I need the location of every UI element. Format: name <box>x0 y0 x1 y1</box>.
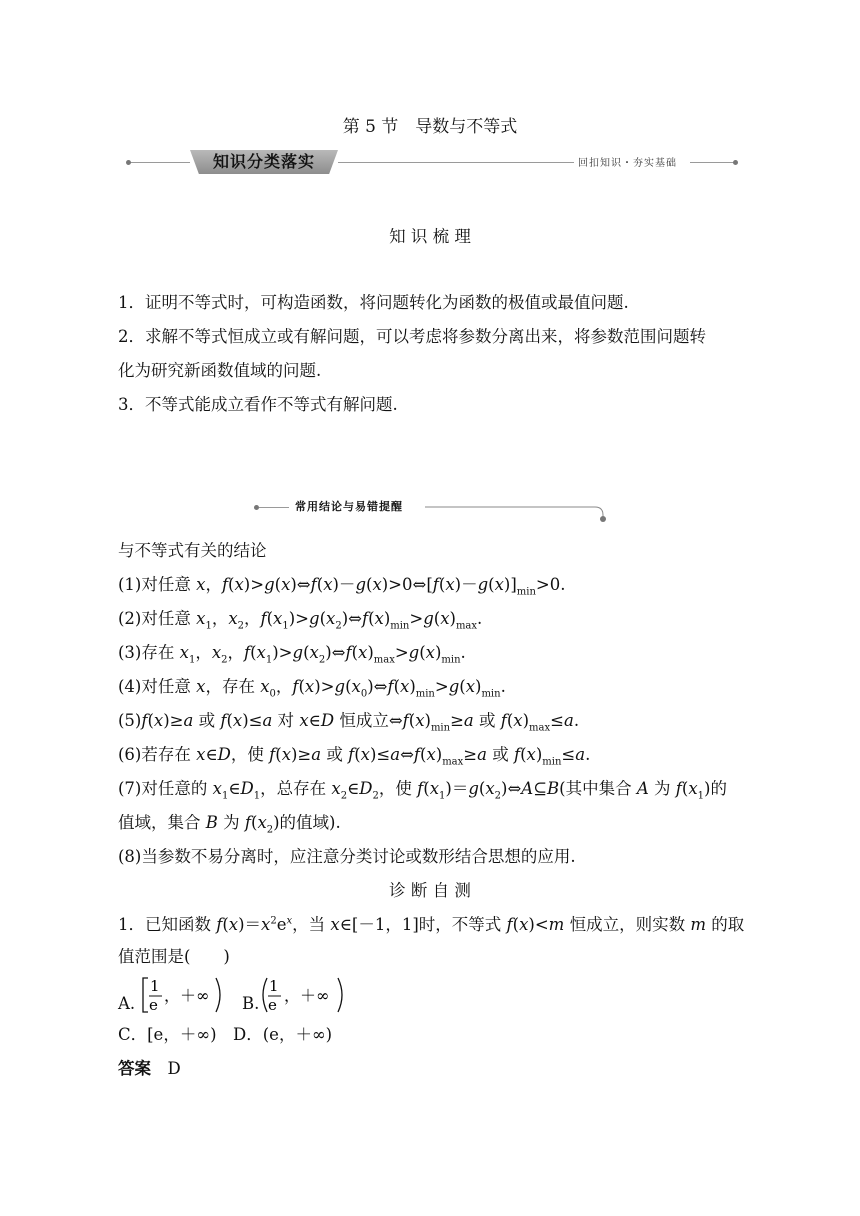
banner-rule-mid <box>338 162 574 163</box>
svg-text:1: 1 <box>150 977 160 995</box>
conclusion-item-1: (1)对任意 x，$f(x)>g(x)\Leftrightarrow f(x)-g(x)>0\Leftrightarrow[f(x)-g(x)]_{min}>0$. <box>118 575 566 598</box>
svg-text:，＋∞: ，＋∞ <box>164 986 210 1005</box>
section-heading-knowledge: 知 识 梳 理 <box>389 227 471 246</box>
conclusion-item-7b: 值域，集合 B 为 $f(x_2)$的值域). <box>118 813 341 836</box>
banner-dot-right <box>733 160 738 165</box>
options-cd: C．[e，＋∞) D．(e，＋∞) <box>118 1025 333 1044</box>
conclusion-item-3: (3)存在 $x_1$，$x_2$，$f(x_1)>g(x_2)\Leftrightarrow f(x)_{max}>g(x)_{min}$. <box>118 643 466 666</box>
options-ab <box>118 974 418 1016</box>
conclusion-item-7a: (7)对任意的 $x_1\in D_1$，总存在 $x_2\in D_2$，使 $f(x_1)=g(x_2)\Leftrightarrow A⊆B$(其中集合 A 为 $f(x_1)$的 <box>118 779 727 802</box>
conclusion-item-4: (4)对任意 x，存在 $x_0$，$f(x)>g(x_0)\Leftrightarrow f(x)_{min}>g(x)_{min}$. <box>118 677 506 700</box>
page-title: 第 5 节 导数与不等式 <box>342 117 518 137</box>
option-b-interval <box>258 976 348 1014</box>
paragraph-2b: 化为研究新函数值域的问题. <box>118 361 322 380</box>
option-b-label: B. <box>242 994 260 1013</box>
svg-text:e: e <box>268 996 277 1014</box>
answer-value: D <box>167 1059 181 1078</box>
conclusion-intro: 与不等式有关的结论 <box>118 541 267 560</box>
conclusion-item-6: (6)若存在 x∈D，使 f(x)≥a 或 $f(x)\le a\Leftrightarrow f(x)_{max}\ge a$ 或 $f(x)_{min}\le a$. <box>118 745 591 768</box>
question-1-line-1: 1．已知函数 $f(x)=x^2e^x$，当 x∈[－1，1]时，不等式 f(x)<m 恒成立，则实数 m 的取 <box>118 915 745 934</box>
svg-text:e: e <box>149 996 158 1014</box>
conclusion-item-2: (2)对任意 $x_1$，$x_2$，$f(x_1)>g(x_2)\Leftrightarrow f(x)_{min}>g(x)_{max}$. <box>118 609 483 632</box>
option-a-label: A. <box>118 994 136 1013</box>
option-a-interval <box>140 976 226 1014</box>
section-heading-selftest: 诊 断 自 测 <box>389 881 471 900</box>
banner-rule-left <box>130 162 190 163</box>
banner-left-label: 知识分类落实 <box>212 152 315 171</box>
conclusion-rule-left <box>259 507 289 508</box>
svg-text:，＋∞: ，＋∞ <box>284 986 330 1005</box>
paragraph-3: 3．不等式能成立看作不等式有解问题. <box>118 395 398 414</box>
question-1-line-2: 值范围是( ) <box>118 947 230 966</box>
answer-label: 答案 <box>118 1059 151 1078</box>
conclusion-heading: 常用结论与易错提醒 <box>295 500 403 513</box>
paragraph-2a: 2．求解不等式恒成立或有解问题，可以考虑将参数分离出来，将参数范围问题转 <box>118 327 706 346</box>
conclusion-rule-right <box>425 500 610 524</box>
banner-right-label: 回扣知识・夯实基础 <box>578 158 677 169</box>
paragraph-1: 1．证明不等式时，可构造函数，将问题转化为函数的极值或最值问题. <box>118 293 629 312</box>
conclusion-item-8: (8)当参数不易分离时，应注意分类讨论或数形结合思想的应用. <box>118 847 576 866</box>
banner-rule-right <box>690 162 734 163</box>
answer-line <box>118 1058 181 1080</box>
banner-dot-left <box>126 160 131 165</box>
svg-text:1: 1 <box>269 977 279 995</box>
conclusion-item-5: (5)f(x)≥a 或 f(x)≤a 对 x∈D 恒成立$\Leftrightarrow f(x)_{min}\ge a$ 或 $f(x)_{max}\le a$. <box>118 711 580 734</box>
